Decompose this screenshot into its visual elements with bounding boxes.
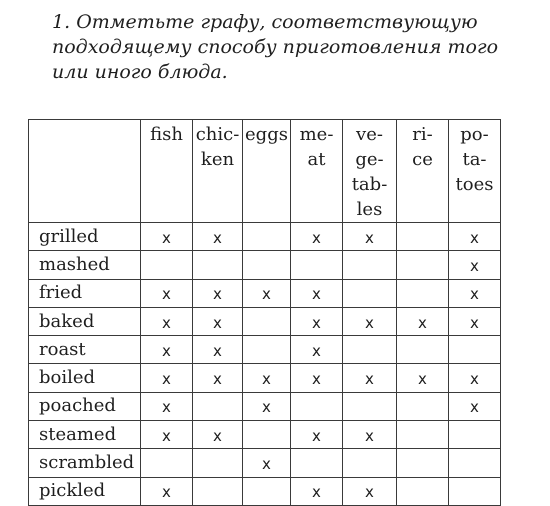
cooking-method-cell: pickled: [29, 477, 141, 505]
task-number: 1.: [52, 11, 71, 33]
mark-cell[interactable]: x: [141, 336, 193, 364]
mark-cell[interactable]: x: [193, 223, 243, 251]
mark-cell[interactable]: [343, 279, 397, 307]
table-row: [29, 279, 501, 307]
mark-cell[interactable]: x: [449, 251, 501, 279]
task-text-line-2: подходящему способу приготовления того: [52, 36, 499, 58]
mark-cell[interactable]: x: [243, 364, 291, 392]
table-row: [29, 307, 501, 335]
mark-cell[interactable]: x: [449, 307, 501, 335]
mark-cell[interactable]: [291, 449, 343, 477]
table-body: [29, 223, 501, 506]
mark-cell[interactable]: [193, 449, 243, 477]
mark-cell[interactable]: [243, 307, 291, 335]
mark-cell[interactable]: [343, 251, 397, 279]
mark-cell[interactable]: [397, 336, 449, 364]
mark-cell[interactable]: [243, 251, 291, 279]
mark-cell[interactable]: x: [291, 421, 343, 449]
mark-cell[interactable]: [141, 449, 193, 477]
mark-cell[interactable]: x: [243, 449, 291, 477]
mark-cell[interactable]: x: [193, 364, 243, 392]
task-text-line-3: или иного блюда.: [52, 61, 228, 83]
mark-cell[interactable]: [397, 421, 449, 449]
mark-cell[interactable]: [243, 336, 291, 364]
mark-cell[interactable]: x: [291, 223, 343, 251]
mark-cell[interactable]: [193, 392, 243, 420]
mark-cell[interactable]: x: [141, 364, 193, 392]
mark-cell[interactable]: [397, 223, 449, 251]
mark-cell[interactable]: x: [193, 279, 243, 307]
mark-cell[interactable]: [291, 392, 343, 420]
mark-cell[interactable]: x: [141, 421, 193, 449]
table-row: [29, 421, 501, 449]
mark-cell[interactable]: x: [193, 421, 243, 449]
mark-cell[interactable]: x: [449, 223, 501, 251]
column-header: po- ta- toes: [449, 120, 501, 223]
mark-cell[interactable]: x: [141, 307, 193, 335]
table-row: [29, 449, 501, 477]
mark-cell[interactable]: [449, 477, 501, 505]
mark-cell[interactable]: x: [291, 364, 343, 392]
cooking-method-cell: scrambled: [29, 449, 141, 477]
mark-cell[interactable]: [343, 392, 397, 420]
column-header: ve- ge- tab- les: [343, 120, 397, 223]
mark-cell[interactable]: x: [243, 279, 291, 307]
mark-cell[interactable]: [243, 477, 291, 505]
mark-cell[interactable]: [397, 392, 449, 420]
column-header: me- at: [291, 120, 343, 223]
mark-cell[interactable]: x: [343, 477, 397, 505]
task-text-line-1: Отметьте графу, соответствующую: [76, 11, 478, 33]
mark-cell[interactable]: x: [141, 392, 193, 420]
mark-cell[interactable]: x: [449, 279, 501, 307]
mark-cell[interactable]: x: [397, 364, 449, 392]
mark-cell[interactable]: [291, 251, 343, 279]
mark-cell[interactable]: [449, 336, 501, 364]
column-header: chic- ken: [193, 120, 243, 223]
table-row: [29, 336, 501, 364]
mark-cell[interactable]: x: [243, 392, 291, 420]
mark-cell[interactable]: [193, 251, 243, 279]
cooking-method-cell: roast: [29, 336, 141, 364]
mark-cell[interactable]: [397, 279, 449, 307]
table-row: [29, 477, 501, 505]
mark-cell[interactable]: [343, 336, 397, 364]
mark-cell[interactable]: [397, 251, 449, 279]
task-instruction: [52, 10, 532, 85]
column-header: fish: [141, 120, 193, 223]
mark-cell[interactable]: x: [449, 392, 501, 420]
mark-cell[interactable]: x: [141, 223, 193, 251]
cooking-methods-table: [28, 119, 501, 506]
mark-cell[interactable]: x: [343, 307, 397, 335]
mark-cell[interactable]: x: [291, 279, 343, 307]
cooking-method-cell: fried: [29, 279, 141, 307]
mark-cell[interactable]: x: [141, 477, 193, 505]
table-corner-cell: [29, 120, 141, 223]
table-row: [29, 251, 501, 279]
cooking-method-cell: poached: [29, 392, 141, 420]
mark-cell[interactable]: x: [193, 336, 243, 364]
mark-cell[interactable]: [449, 449, 501, 477]
cooking-method-cell: grilled: [29, 223, 141, 251]
mark-cell[interactable]: [449, 421, 501, 449]
mark-cell[interactable]: [397, 477, 449, 505]
table-row: [29, 392, 501, 420]
table-row: [29, 364, 501, 392]
table-row: [29, 223, 501, 251]
mark-cell[interactable]: x: [343, 364, 397, 392]
mark-cell[interactable]: [243, 223, 291, 251]
mark-cell[interactable]: [141, 251, 193, 279]
mark-cell[interactable]: x: [343, 421, 397, 449]
mark-cell[interactable]: x: [291, 307, 343, 335]
cooking-method-cell: baked: [29, 307, 141, 335]
mark-cell[interactable]: [193, 477, 243, 505]
mark-cell[interactable]: x: [449, 364, 501, 392]
table-header-row: [29, 120, 501, 223]
mark-cell[interactable]: [243, 421, 291, 449]
task-line-1: [52, 10, 532, 35]
mark-cell[interactable]: x: [141, 279, 193, 307]
mark-cell[interactable]: x: [397, 307, 449, 335]
column-header: ri- ce: [397, 120, 449, 223]
cooking-method-cell: mashed: [29, 251, 141, 279]
column-header: eggs: [243, 120, 291, 223]
mark-cell[interactable]: x: [291, 336, 343, 364]
mark-cell[interactable]: x: [193, 307, 243, 335]
cooking-method-cell: boiled: [29, 364, 141, 392]
mark-cell[interactable]: x: [291, 477, 343, 505]
mark-cell[interactable]: x: [343, 223, 397, 251]
mark-cell[interactable]: [343, 449, 397, 477]
cooking-method-cell: steamed: [29, 421, 141, 449]
mark-cell[interactable]: [397, 449, 449, 477]
